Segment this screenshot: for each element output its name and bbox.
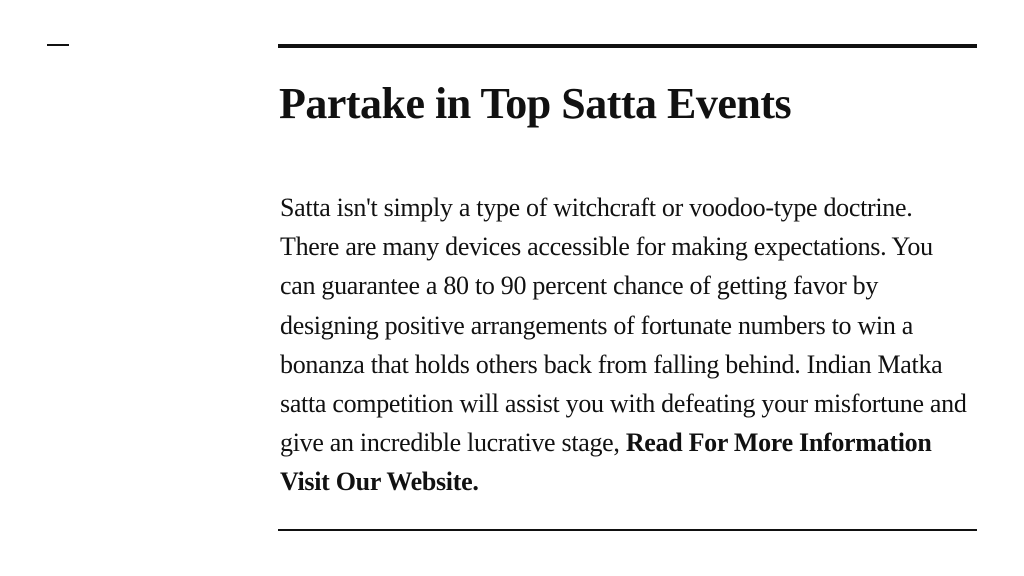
dash-mark xyxy=(47,44,69,46)
bottom-rule xyxy=(278,529,977,531)
body-call-to-action: Read For More Information Visit Our Website. xyxy=(280,428,932,497)
body-text: Satta isn't simply a type of witchcraft or voodoo-type doctrine. There are many devices accessible for making expectations. You can guarantee a 80 to 90 percent chance of getting favor by designing positive arrangements of fortunate numbers to win a bonanza that holds others back from falling behind. Indian Matka satta competition will assist you with defeating your misfortune and give an incredible lucrative stage, xyxy=(280,193,967,458)
body-paragraph xyxy=(280,188,970,502)
slide-title: Partake in Top Satta Events xyxy=(279,79,792,128)
top-rule xyxy=(278,44,977,48)
